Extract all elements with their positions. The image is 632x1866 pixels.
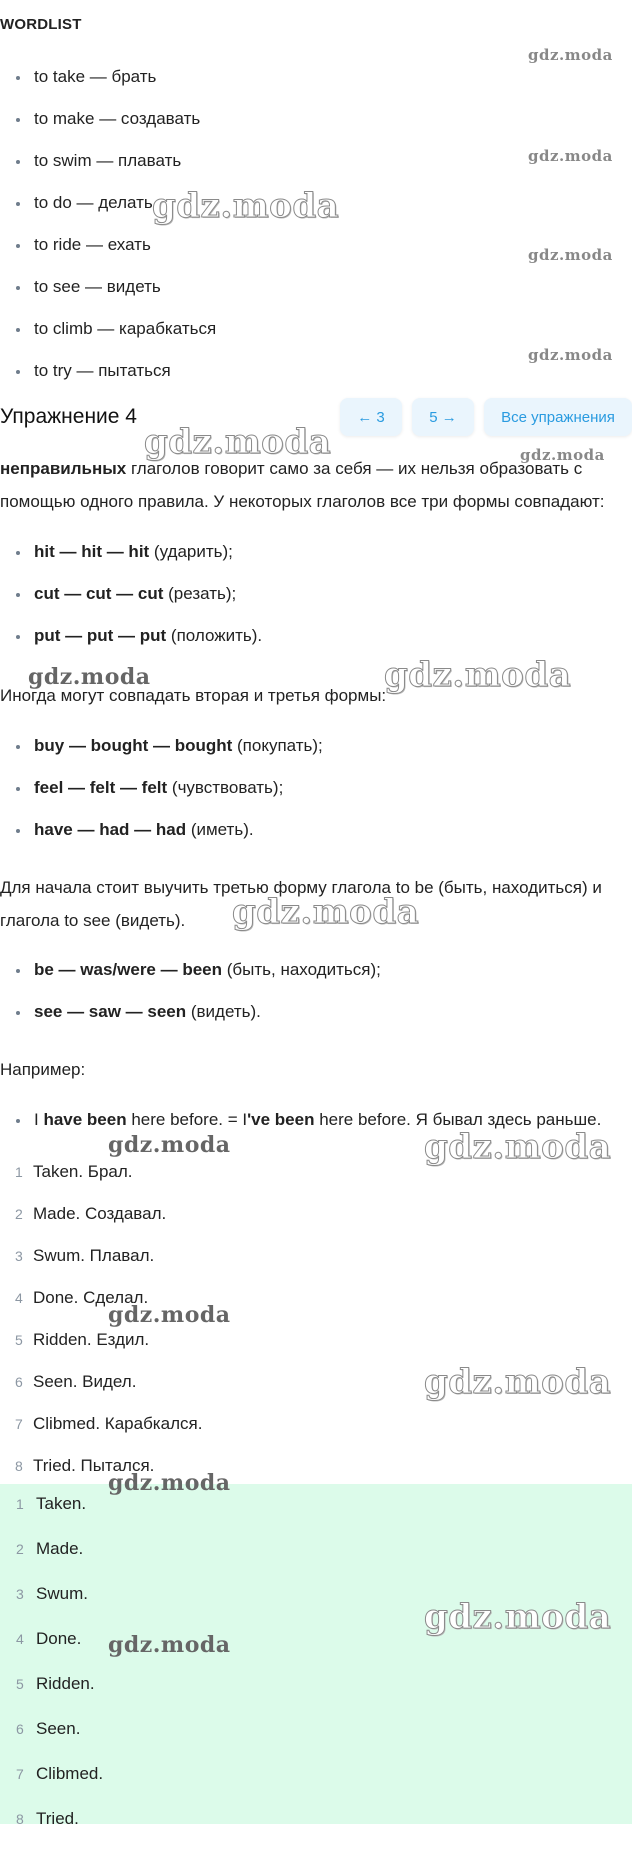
verb-meaning: (быть, находиться); <box>222 960 381 979</box>
answer-text: Made. <box>36 1539 84 1558</box>
next-exercise-button[interactable]: 5 → <box>412 398 474 436</box>
wordlist-item: to see — видеть <box>34 277 161 296</box>
item-text: Tried. Пытался. <box>33 1456 155 1475</box>
answer-item <box>0 1673 95 1695</box>
wordlist-item: to try — пытаться <box>34 361 171 380</box>
wordlist-item: to make — создавать <box>34 109 201 128</box>
item-text: Seen. Видел. <box>33 1372 137 1391</box>
wordlist-item: to take — брать <box>34 67 157 86</box>
answer-text: Done. <box>36 1629 82 1648</box>
start-line2: глагола to see (видеть). <box>0 911 186 930</box>
watermark: gdz.moda <box>108 1470 231 1496</box>
all-exercises-button[interactable]: Все упражнения <box>484 398 632 436</box>
watermark: gdz.moda <box>528 46 613 64</box>
verb-forms-item <box>34 1001 261 1023</box>
verb-forms-item <box>34 819 254 841</box>
wordlist-item: to ride — ехать <box>34 235 151 254</box>
example-bold: 've been <box>247 1110 315 1129</box>
intro-bold-term: неправильных <box>0 459 127 478</box>
verb-forms: put — put — put <box>34 626 167 645</box>
watermark: gdz.moda <box>384 655 572 695</box>
verb-forms: cut — cut — cut <box>34 584 164 603</box>
answer-item <box>0 1808 79 1830</box>
item-number: 3 <box>15 1248 23 1264</box>
answer-text: Clibmed. <box>36 1764 104 1783</box>
item-text: Clibmed. Карабкался. <box>33 1414 203 1433</box>
watermark: gdz.moda <box>232 892 420 932</box>
watermark: gdz.moda <box>28 664 151 690</box>
watermark: gdz.moda <box>144 422 332 462</box>
answer-number: 1 <box>16 1496 24 1512</box>
item-number: 1 <box>15 1164 23 1180</box>
watermark: gdz.moda <box>424 1362 612 1402</box>
prev-exercise-button[interactable]: ← 3 <box>340 398 402 436</box>
answer-text: Taken. <box>36 1494 87 1513</box>
verb-forms: feel — felt — felt <box>34 778 168 797</box>
verb-meaning: (положить). <box>166 626 263 645</box>
example-label: Например: <box>0 1060 86 1079</box>
answer-number: 7 <box>16 1766 24 1782</box>
verb-meaning: (покупать); <box>232 736 323 755</box>
watermark: gdz.moda <box>528 147 613 165</box>
verb-forms-item <box>34 583 236 605</box>
example-bold: have been <box>43 1110 127 1129</box>
verb-forms-item <box>34 777 283 799</box>
intro-text-line2: помощью одного правила. У некоторых глаголов все три формы совпадают: <box>0 492 605 511</box>
verb-forms: hit — hit — hit <box>34 542 150 561</box>
item-text: Swum. Плавал. <box>33 1246 155 1265</box>
verb-forms: buy — bought — bought <box>34 736 233 755</box>
answer-text: Ridden. <box>36 1674 95 1693</box>
item-number: 6 <box>15 1374 23 1390</box>
answer-item <box>0 1763 103 1785</box>
watermark: gdz.moda <box>424 1127 612 1167</box>
intro-text: глаголов говорит само за себя — их нельзя образовать с <box>126 459 583 478</box>
exercise-title: Упражнение 4 <box>0 405 137 428</box>
verb-meaning: (резать); <box>163 584 237 603</box>
translation-item <box>0 1203 166 1225</box>
start-line1: Для начала стоит выучить третью форму глагола to be (быть, находиться) и <box>0 878 602 897</box>
verb-meaning: (видеть). <box>186 1002 261 1021</box>
answer-number: 2 <box>16 1541 24 1557</box>
answer-number: 4 <box>16 1631 24 1647</box>
translation-item <box>0 1329 149 1351</box>
example-text: I <box>34 1110 44 1129</box>
example-text: here before. Я бывал здесь раньше. <box>314 1110 602 1129</box>
verb-forms: have — had — had <box>34 820 187 839</box>
item-number: 2 <box>15 1206 23 1222</box>
answer-item <box>0 1628 81 1650</box>
example-text: here before. = I <box>126 1110 248 1129</box>
wordlist-title: WORDLIST <box>0 16 82 33</box>
verb-forms: be — was/were — been <box>34 960 223 979</box>
item-number: 7 <box>15 1416 23 1432</box>
item-number: 5 <box>15 1332 23 1348</box>
item-text: Done. Сделал. <box>33 1288 149 1307</box>
answer-number: 5 <box>16 1676 24 1692</box>
second-third-intro: Иногда могут совпадать вторая и третья формы: <box>0 686 387 705</box>
wordlist-item: to climb — карабкаться <box>34 319 217 338</box>
wordlist-item: to swim — плавать <box>34 151 182 170</box>
verb-forms-item <box>34 735 323 757</box>
watermark: gdz.moda <box>108 1632 231 1658</box>
answer-item <box>0 1493 86 1515</box>
answer-item <box>0 1718 80 1740</box>
verb-meaning: (иметь). <box>186 820 254 839</box>
watermark: gdz.moda <box>520 446 605 464</box>
translation-item <box>0 1161 133 1183</box>
translation-item <box>0 1413 202 1435</box>
translation-item <box>0 1245 154 1267</box>
verb-forms: see — saw — seen <box>34 1002 187 1021</box>
answer-number: 6 <box>16 1721 24 1737</box>
translation-item <box>0 1371 136 1393</box>
watermark: gdz.moda <box>108 1132 231 1158</box>
watermark: gdz.moda <box>528 346 613 364</box>
watermark: gdz.moda <box>528 246 613 264</box>
answer-text: Seen. <box>36 1719 81 1738</box>
item-text: Ridden. Ездил. <box>33 1330 150 1349</box>
item-text: Made. Создавал. <box>33 1204 167 1223</box>
answer-text: Swum. <box>36 1584 88 1603</box>
answer-number: 8 <box>16 1811 24 1827</box>
answer-text: Tried. <box>36 1809 79 1828</box>
answer-number: 3 <box>16 1586 24 1602</box>
answer-item <box>0 1583 88 1605</box>
item-number: 8 <box>15 1458 23 1474</box>
watermark: gdz.moda <box>424 1597 612 1637</box>
verb-meaning: (чувствовать); <box>167 778 284 797</box>
watermark: gdz.moda <box>108 1302 231 1328</box>
item-text: Taken. Брал. <box>33 1162 133 1181</box>
verb-forms-item <box>34 625 262 647</box>
watermark: gdz.moda <box>152 186 340 226</box>
verb-forms-item <box>34 541 233 563</box>
item-number: 4 <box>15 1290 23 1306</box>
verb-meaning: (ударить); <box>149 542 233 561</box>
verb-forms-item <box>34 959 381 981</box>
answer-item <box>0 1538 83 1560</box>
wordlist-item: to do — делать <box>34 193 153 212</box>
